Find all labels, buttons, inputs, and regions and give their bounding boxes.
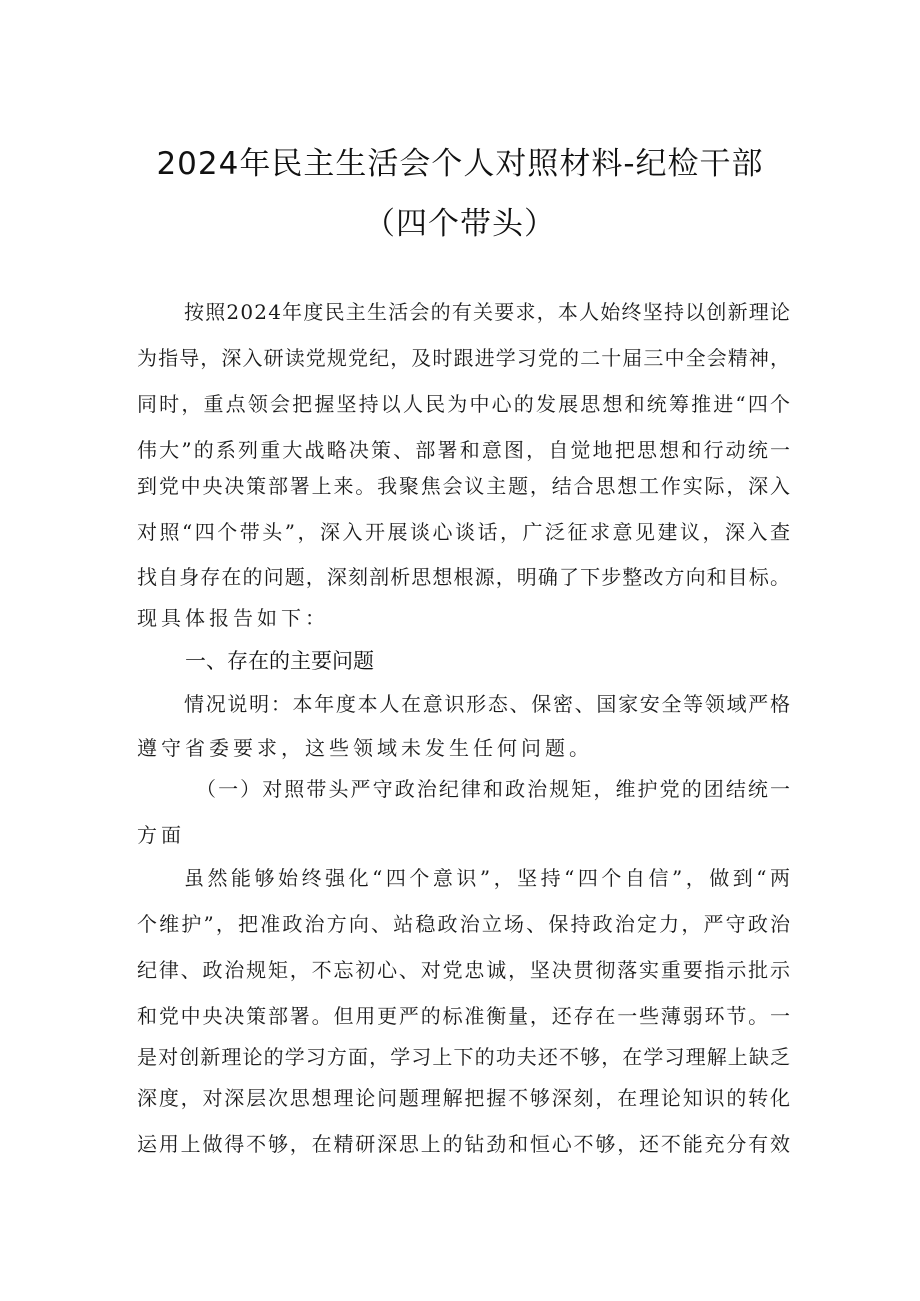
intro-line: 找自身存在的问题，深刻剖析思想根源，明确了下步整改方向和目标。 [137,565,792,589]
intro-line: 对照“四个带头”，深入开展谈心谈话，广泛征求意见建议，深入查 [137,520,793,544]
body-line: 虽然能够始终强化“四个意识”，坚持“四个自信”，做到“两 [184,866,794,890]
situation-line: 遵守省委要求，这些领域未发生任何问题。 [137,736,593,760]
intro-line: 现具体报告如下： [137,606,329,630]
subsection-heading: 方面 [137,823,185,847]
body-line: 是对创新理论的学习方面，学习上下的功夫还不够，在学习理解上缺乏 [137,1045,792,1069]
situation-line: 情况说明：本年度本人在意识形态、保密、国家安全等领域严格 [184,692,792,716]
document-title-line-1: 2024年民主生活会个人对照材料-纪检干部 [156,146,764,182]
intro-line: 到党中央决策部署上来。我聚焦会议主题，结合思想工作实际，深入 [137,474,792,498]
body-line: 运用上做得不够，在精研深思上的钻劲和恒心不够，还不能充分有效 [137,1132,792,1156]
intro-line: 伟大”的系列重大战略决策、部署和意图，自觉地把思想和行动统一 [137,438,793,462]
intro-line: 为指导，深入研读党规党纪，及时跟进学习党的二十届三中全会精神， [137,346,792,370]
body-line: 和党中央决策部署。但用更严的标准衡量，还存在一些薄弱环节。一 [137,1004,792,1028]
body-line: 个维护”，把准政治方向、站稳政治立场、保持政治定力，严守政治 [137,912,793,936]
intro-line: 按照2024年度民主生活会的有关要求，本人始终坚持以创新理论 [184,300,792,324]
body-line: 纪律、政治规矩，不忘初心、对党忠诚，坚决贯彻落实重要指示批示 [137,958,792,982]
section-heading: 一、存在的主要问题 [185,649,374,673]
intro-line: 同时，重点领会把握坚持以人民为中心的发展思想和统筹推进“四个 [137,392,793,416]
document-title-line-2: （四个带头） [364,206,556,242]
body-line: 深度，对深层次思想理论问题理解把握不够深刻，在理论知识的转化 [137,1086,792,1110]
subsection-heading: （一）对照带头严守政治纪律和政治规矩，维护党的团结统一 [196,777,793,801]
